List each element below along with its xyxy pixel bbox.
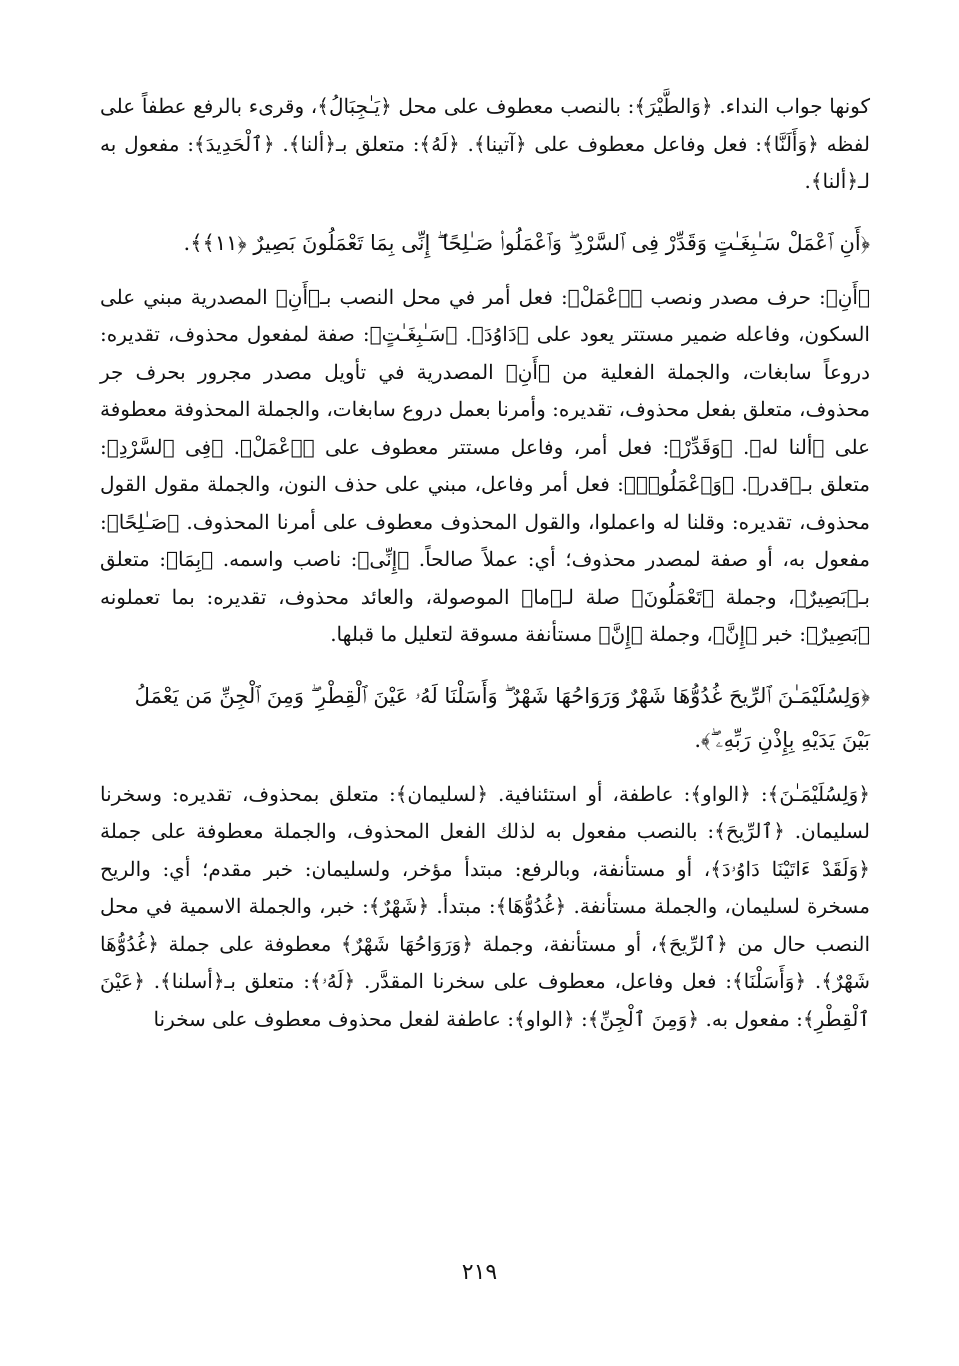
commentary-paragraph-3: ﴿وَلِسُلَيْمَـٰنَ﴾: ﴿الواو﴾: عاطفة، أو استئنافية. ﴿لسليمان﴾: متعلق بمحذوف، تقديره: وسخرنا لسليمان. ﴿ٱلرِّيحَ﴾: بالنصب مفعول به لذلك الفعل المحذوف، والجملة معطوفة على جملة ﴿وَلَقَدْ ءَاتَيْنَا دَاوُۥدَ﴾، أو مستأنفة، وبالرفع: مبتدأ مؤخر، ولسليمان: خبر مقدم؛ أي: والريح مسخرة لسليمان، والجملة مستأنفة. ﴿غُدُوُّهَا﴾: مبتدأ. ﴿شَهْرٌ﴾: خبر، والجملة الاسمية في محل النصب حال من ﴿ٱلرِّيحَ﴾، أو مستأنفة، وجملة ﴿وَرَوَاحُهَا شَهْرٌ﴾ معطوفة على جملة ﴿غُدُوُّهَا شَهْرٌ﴾. ﴿وَأَسَلْنَا﴾: فعل وفاعل، معطوف على سخرنا المقدَّر. ﴿لَهُۥ﴾: متعلق بـ﴿أسلنا﴾. ﴿عَيْنَ ٱلْقِطْرِ﴾: مفعول به. ﴿وَمِنَ ٱلْجِنِّ﴾: ﴿الواو﴾: عاطفة لفعل محذوف معطوف على سخرنا [100,781,870,1031]
quran-verse-12: ﴿وَلِسُلَيْمَـٰنَ ٱلرِّيحَ غُدُوُّهَا شَهْرٌ وَرَوَاحُهَا شَهْرٌ ۖ وَأَسَلْنَا لَهُۥ عَيْنَ ٱلْقِطْرِ ۖ وَمِنَ ٱلْجِنِّ مَن يَعْمَلُ بَيْنَ يَدَيْهِ بِإِذْنِ رَبِّهِۦ ۖ﴾. [134,683,870,752]
page-number: ٢١٩ [461,1260,498,1285]
commentary-paragraph-2: ﴿أَنِ﴾: حرف مصدر ونصب ﴿ٱعْمَلْ﴾: فعل أمر في محل النصب بـ﴿أَنِ﴾ المصدرية مبني على السكون، وفاعله ضمير مستتر يعود على ﴿دَاوُدَ﴾. ﴿سَـٰبِغَـٰتٍ﴾: صفة لمفعول محذوف، تقديره: دروعاً سابغات، والجملة الفعلية من ﴿أَنِ﴾ المصدرية في تأويل مصدر مجرور بحرف جر محذوف، متعلق بفعل محذوف، تقديره: وأمرنا بعمل دروع سابغات، والجملة المحذوفة معطوفة على ﴿ألنا له﴾. ﴿وَقَدِّرْ﴾: فعل أمر، وفاعل مستتر معطوف على ﴿ٱعْمَلْ﴾. ﴿فِى ٱلسَّرْدِ﴾: متعلق بـ﴿قدر﴾. ﴿وَٱعْمَلُوا۟﴾: فعل أمر وفاعل، مبني على حذف النون، والجملة مقول القول محذوف، تقديره: وقلنا له واعملوا، والقول المحذوف معطوف على أمرنا المحذوف. ﴿صَـٰلِحًا﴾: مفعول به، أو صفة لمصدر محذوف؛ أي: عملاً صالحاً. ﴿إِنِّى﴾: ناصب واسمه. ﴿بِمَا﴾: متعلق بـ﴿بَصِيرٌ﴾، وجملة ﴿تَعْمَلُونَ﴾ صلة لـ﴿ما﴾ الموصولة، والعائد محذوف، تقديره: بما تعملونه ﴿بَصِيرٌ﴾: خبر ﴿إِنَّ﴾، وجملة ﴿إِنَّ﴾ مستأنفة مسوقة لتعليل ما قبلها. [100,284,870,646]
commentary-paragraph-1: كونها جواب النداء. ﴿وَالطَّيْرَ﴾: بالنصب معطوف على محل ﴿يَـٰجِبَالُ﴾، وقرىء بالرفع عطفاً على لفظه ﴿وَأَلَنَّا﴾: فعل وفاعل معطوف على ﴿آتينا﴾. ﴿لَهُ﴾: متعلق بـ﴿ألنا﴾. ﴿ٱلْحَدِيدَ﴾: مفعول به لـ﴿ألنا﴾. [100,94,870,193]
book-page [100,88,870,1338]
quran-verse-11: ﴿أَنِ ٱعْمَلْ سَـٰبِغَـٰتٍ وَقَدِّرْ فِى ٱلسَّرْدِ ۖ وَٱعْمَلُوا۟ صَـٰلِحًا ۖ إِنِّى بِمَا تَعْمَلُونَ بَصِيرٌ ﴿١١﴾﴾. [183,230,870,255]
